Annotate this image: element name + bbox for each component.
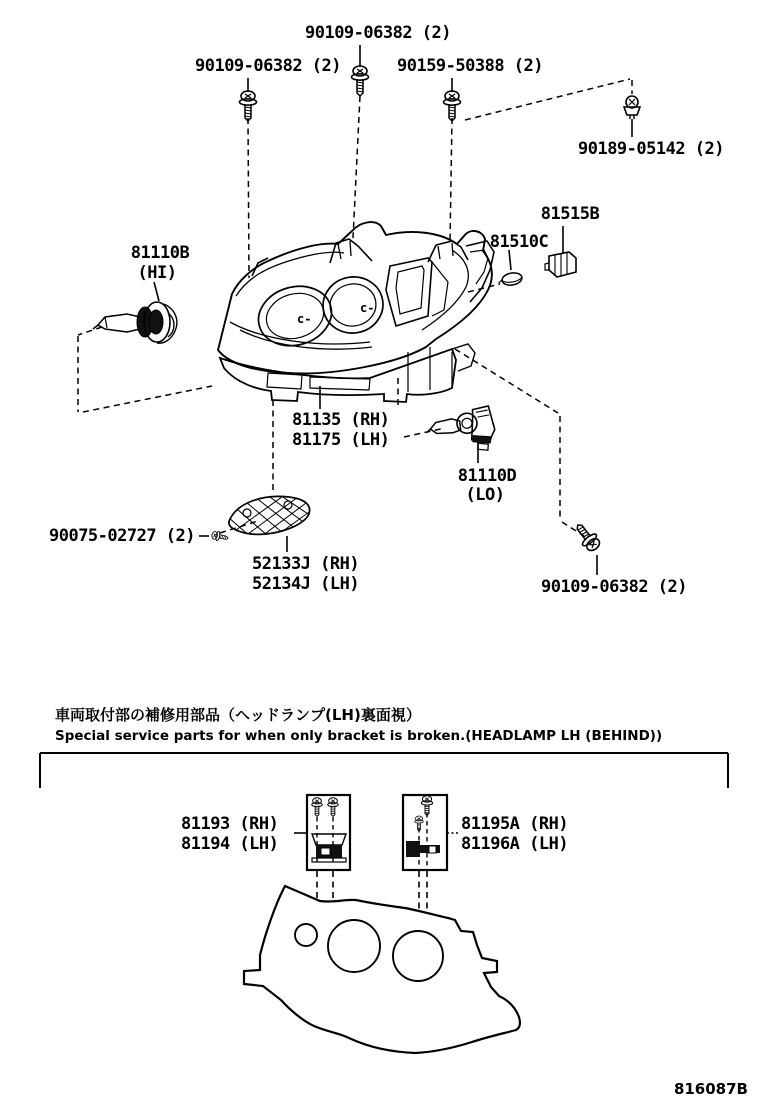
part-label-90075[interactable]: 90075-02727 (2): [48, 526, 196, 546]
service-note-japanese: 車両取付部の補修用部品（ヘッドランプ(LH)裏面視）: [55, 706, 421, 724]
part-label-81195A[interactable]: 81195A (RH): [461, 814, 569, 834]
part-label-81194[interactable]: 81194 (LH): [181, 834, 279, 854]
box-to-housing-dashes: [317, 871, 427, 911]
socket-drawing-81515B: [545, 252, 576, 277]
part-label-81110D-lo: (LO): [465, 485, 505, 505]
part-label-81135[interactable]: 81135 (RH): [292, 410, 390, 430]
part-label-90159[interactable]: 90159-50388 (2): [396, 56, 544, 76]
bulb-lo-drawing: [425, 406, 497, 457]
cap-drawing-81510C: [497, 271, 523, 287]
bolt-drawing-top-right: [444, 91, 461, 121]
document-number: 816087B: [673, 1080, 748, 1098]
bolt-drawing-top-left: [240, 91, 257, 121]
part-label-81196A[interactable]: 81196A (LH): [461, 834, 569, 854]
part-label-90109-left[interactable]: 90109-06382 (2): [194, 56, 342, 76]
part-label-90109-top[interactable]: 90109-06382 (2): [304, 23, 452, 43]
lens-mark-1: c-: [297, 312, 312, 326]
service-note-english: Special service parts for when only bracket is broken.(HEADLAMP LH (BEHIND)): [55, 728, 663, 744]
bolt-drawing-top-center: [352, 66, 369, 96]
clip-drawing-90189: [624, 96, 640, 119]
part-label-81515B[interactable]: 81515B: [540, 204, 600, 224]
part-label-52133J[interactable]: 52133J (RH): [252, 554, 360, 574]
part-label-81110D[interactable]: 81110D: [457, 466, 517, 486]
part-label-52134J[interactable]: 52134J (LH): [252, 574, 360, 594]
section-frame: [40, 753, 728, 788]
detail-box-81193: [307, 795, 350, 870]
bulb-hi-drawing: [93, 302, 177, 343]
headlamp-assembly-drawing: [218, 222, 494, 402]
headlamp-rear-housing-drawing: [244, 886, 520, 1053]
part-label-90189[interactable]: 90189-05142 (2): [577, 139, 725, 159]
part-label-90109-bottom[interactable]: 90109-06382 (2): [540, 577, 688, 597]
screw-drawing-bracket: [211, 530, 229, 543]
part-label-81193[interactable]: 81193 (RH): [181, 814, 279, 834]
assembly-dashed-lines: [78, 79, 632, 536]
part-label-81110B[interactable]: 81110B: [130, 243, 190, 263]
part-label-81175[interactable]: 81175 (LH): [292, 430, 390, 450]
part-label-81510C[interactable]: 81510C: [489, 232, 549, 252]
part-label-81110B-hi: (HI): [137, 263, 177, 283]
lens-mark-2: c-: [360, 301, 375, 315]
bolt-drawing-bottom-right: [571, 520, 603, 554]
bracket-drawing-52133J: [220, 491, 316, 545]
detail-box-81195A: [403, 795, 447, 870]
